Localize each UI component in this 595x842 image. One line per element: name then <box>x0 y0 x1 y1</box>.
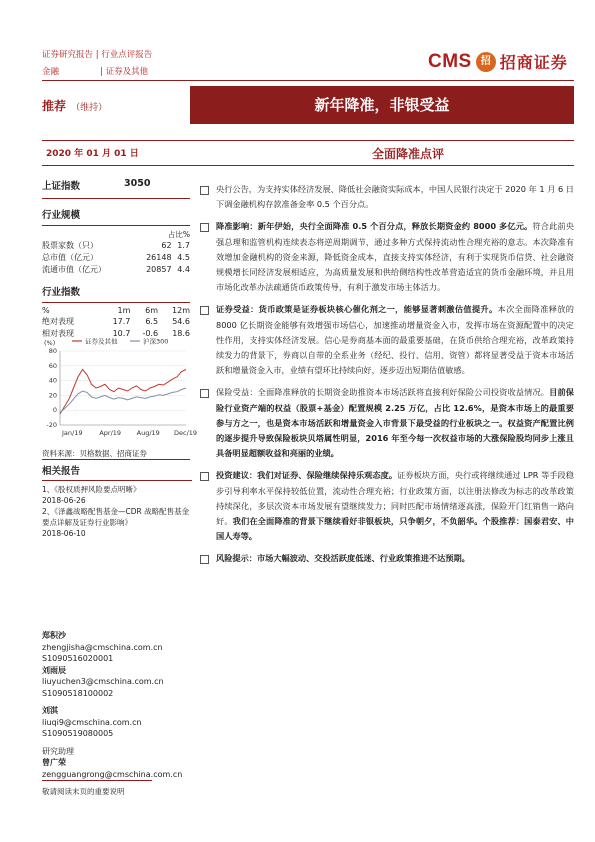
analyst-email[interactable]: liuqi9@cmschina.com.cn <box>42 717 142 727</box>
logo-badge-icon: 招 <box>476 52 496 72</box>
bullet-lead: 证券受益：货币政策是证券板块核心催化剂之一，能够显著刺激估值提升。 <box>216 304 498 315</box>
table-cell: 54.6 <box>172 317 190 326</box>
report-type: 证券研究报告 | 行业点评报告 <box>42 50 153 60</box>
table-cell: 流通市值（亿元） <box>42 265 106 274</box>
bullet-box-icon <box>200 306 209 315</box>
divider <box>42 225 190 226</box>
bullet-text: 证券板块方面，央行或将继续通过 LPR 等手段稳步引导利率水平保持较低位置，流动性合理充裕；行业政策方面，以注册法修改为标志的改革政策持续深化，多层次资本市场发展有望继续发力；同时匹配市场情绪逐高涨，保险开门红销售一路向好。 <box>216 470 574 527</box>
analyst-name: 郑积沙 <box>42 631 66 640</box>
table-cell: 6m <box>145 306 159 315</box>
performance-title: 行业指数 <box>42 287 81 298</box>
analyst-email[interactable]: liuyuchen3@cmschina.com.cn <box>42 677 164 686</box>
related-reports <box>42 463 192 539</box>
header-rule <box>42 80 574 81</box>
bullet-box-icon <box>200 223 209 232</box>
assistant-name: 曾广荣 <box>42 758 66 767</box>
bullet-paragraph <box>200 302 574 378</box>
footer-disclaimer: 敬请阅读末页的重要说明 <box>42 787 125 796</box>
performance-chart <box>42 333 198 445</box>
table-cell: 总市值（亿元） <box>42 253 98 262</box>
index-label: 上证指数 <box>42 181 81 192</box>
logo-cms-text: CMS <box>428 50 472 72</box>
x-tick-label: Apr/19 <box>99 429 122 437</box>
bullet-box-icon <box>200 555 209 564</box>
share-unit: 占比% <box>167 230 190 239</box>
related-title: 相关报告 <box>42 466 81 477</box>
industry-scale-table <box>42 240 190 276</box>
series-line-2 <box>60 388 186 412</box>
report-title: 新年降准，非银受益 <box>190 86 574 124</box>
report-subtitle: 全面降准点评 <box>372 147 445 161</box>
table-row <box>42 252 190 264</box>
footer-rule <box>42 780 152 781</box>
table-cell: -0.6 <box>142 329 159 338</box>
divider <box>42 480 192 481</box>
index-value: 3050 <box>124 178 151 189</box>
related-item-date: 2018-06-26 <box>42 496 86 505</box>
table-cell: 相对表现 <box>42 329 74 338</box>
x-tick-label: Dec/19 <box>174 429 198 437</box>
table-cell: 12m <box>172 306 190 315</box>
table-cell: % <box>42 306 50 315</box>
bullet-text: 本次全面降准释放的 8000 亿长期资金能够有效增强市场信心，加速推动增量资金入市，发挥市场在资源配置中的决定性作用，支持实体经济发展。信心是券商基本面的最重要基础，在货币供给合理充裕，改革政策持续发力的背景下，券商以自带的全系业务（经纪、投行、信用、资管）都将显著受益于资本市场活跃和增量资金入市，业绩有望环比持续向好，逐步迈出短期估值敏感。 <box>216 304 574 376</box>
cms-logo <box>428 50 568 73</box>
legend-label: 证券及其他 <box>85 337 118 346</box>
left-column <box>42 178 190 340</box>
bullet-box-icon <box>200 186 209 195</box>
table-cell: 26148 <box>146 253 172 262</box>
divider <box>42 198 190 199</box>
rating-sub: （维持） <box>71 103 108 113</box>
table-row <box>42 240 190 252</box>
subsector-label: | 证券及其他 <box>100 67 149 77</box>
rating-label: 推荐 <box>42 99 67 113</box>
bullet-box-icon <box>200 389 209 398</box>
bullet-paragraph <box>200 182 574 212</box>
bullet-paragraph <box>200 219 574 295</box>
table-cell: 1m <box>117 306 131 315</box>
bullet-paragraph <box>200 468 574 544</box>
analyst-id: S1090519080005 <box>42 729 114 738</box>
bullet-tail: 我们在全面降准的背景下继续看好非银板块，只争朝夕，不负韶华。个股推荐：国泰君安、中国人寿等。 <box>216 516 574 542</box>
related-item[interactable]: 2、《泽鑫战略配售基金—CDR 战略配售基金要点详解及证券行业影响》 <box>42 507 190 527</box>
analyst-id: S1090516020001 <box>42 654 114 663</box>
y-axis-label: (%) <box>44 339 56 347</box>
sector-label: 金融 <box>42 67 60 77</box>
chart-source: 资料来源：贝格数据、招商证券 <box>42 449 147 458</box>
y-tick-label: 80 <box>48 347 57 355</box>
y-tick-label: 40 <box>48 376 57 385</box>
x-tick-label: Jan/19 <box>62 429 83 437</box>
analyst-name: 刘淇 <box>42 706 58 715</box>
table-row <box>42 264 190 276</box>
bullet-box-icon <box>200 472 209 481</box>
bullet-tail: 目前保险行业资产端的权益（股票+基金）配置规模 2.25 万亿，占比 12.6%，是资本市场上的最重要参与方之一，也是资本市场活跃和增量资金入市背景下最受益的行业板块之一。权益资产配置比例的逐步提升导致保险板块贝塔属性明显，2016 年至今每一次权益市场的大涨保险股均同步上涨且具备明显超额收益和亮丽的业绩。 <box>216 387 574 459</box>
table-row <box>42 306 190 316</box>
analyst-name: 刘雨辰 <box>42 665 66 675</box>
y-tick-label: 20 <box>48 391 57 400</box>
y-tick-label: 60 <box>48 361 57 370</box>
table-cell: 1.7 <box>177 241 190 250</box>
bullet-text: 央行公告，为支持实体经济发展、降低社会融资实际成本，中国人民银行决定于 2020 年 1 月 6 日下调金融机构存款准备金率 0.5 个百分点。 <box>216 184 574 210</box>
table-cell: 20857 <box>146 265 172 274</box>
table-cell: 62 <box>161 241 172 250</box>
analyst-email[interactable]: zhengjisha@cmschina.com.cn <box>42 642 163 652</box>
rating-box <box>42 86 190 124</box>
table-cell: 4.4 <box>177 265 190 274</box>
table-cell: 18.6 <box>172 329 190 338</box>
industry-scale-title: 行业规模 <box>42 210 81 221</box>
bullet-lead: 投资建议：我们对证券、保险继续保持乐观态度。 <box>216 470 398 481</box>
table-cell: 绝对表现 <box>42 317 74 326</box>
bullet-lead: 风险提示：市场大幅波动、交投活跃度低迷、行业政策推进不达预期。 <box>216 553 470 564</box>
related-item[interactable]: 1、《股权质押风险要点明晰》 <box>42 485 141 494</box>
bullet-text: 保险受益：全面降准释放的长期资金助推资本市场活跃将直接利好保险公司投资收益情况。 <box>216 387 550 398</box>
series-line-1 <box>60 370 186 414</box>
assistant-label: 研究助理 <box>42 746 74 756</box>
analyst-contacts <box>42 630 192 780</box>
bullet-text: 符合此前央强总理和监管机构连续表态将逆周期调节，通过多种方式保持流动性合理充裕的意志。本次降准有效增加金融机构的资金来源，降低资金成本，直接支持实体经济，有利于实现货币信贷、社会融资规模增长同经济发展相适应，为高质量发展和供给侧结构性改革营造适宜的货币金融环境，并且用市场化改革办法疏通货币政策传导，有利于激发市场主体活力。 <box>216 221 574 293</box>
table-row <box>42 316 190 328</box>
y-tick-label: -20 <box>46 421 57 429</box>
body-text <box>200 182 574 567</box>
y-tick-label: 0 <box>52 406 57 415</box>
logo-chinese-text: 招商证券 <box>499 53 568 72</box>
table-cell: 6.5 <box>145 317 159 326</box>
analyst-id: S1090518100002 <box>42 688 114 698</box>
table-cell: 17.7 <box>112 317 131 326</box>
assistant-email[interactable]: zengguangrong@cmschina.com.cn <box>42 769 183 779</box>
divider <box>42 459 190 460</box>
table-cell: 4.5 <box>177 253 190 262</box>
related-item-date: 2018-06-10 <box>42 529 86 538</box>
x-tick-label: Aug/19 <box>136 429 160 437</box>
report-date: 2020 年 01 月 01 日 <box>46 149 139 159</box>
table-cell: 10.7 <box>112 329 131 338</box>
bullet-lead: 降准影响：新年伊始，央行全面降准 0.5 个百分点，释放长期资金约 8000 多亿元。 <box>216 221 533 232</box>
table-cell: 股票家数（只） <box>42 241 98 250</box>
legend-label: 沪深300 <box>143 337 169 346</box>
divider <box>42 302 190 303</box>
bullet-paragraph <box>200 385 574 461</box>
bullet-paragraph <box>200 551 574 566</box>
